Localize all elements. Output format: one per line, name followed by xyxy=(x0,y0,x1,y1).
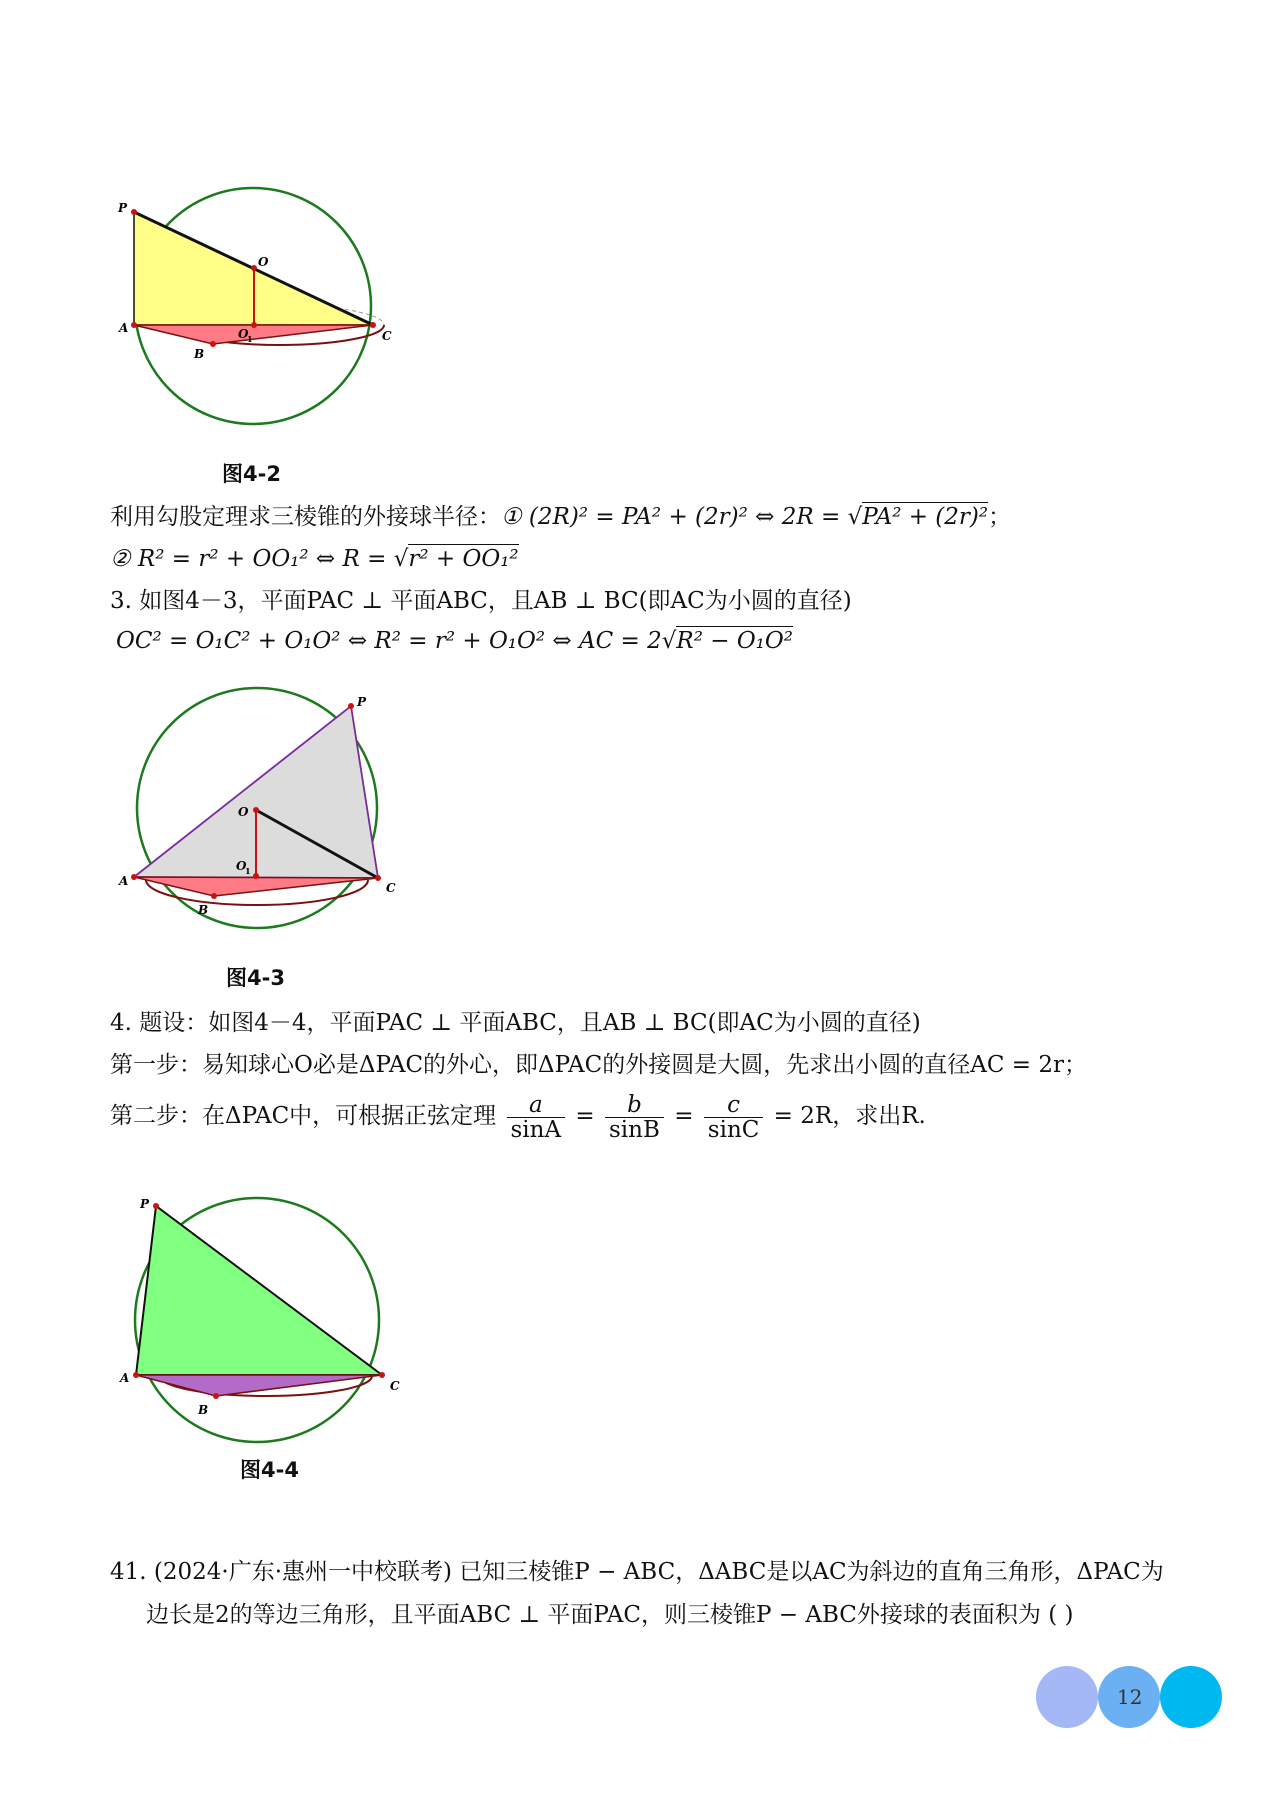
frac-b-den: sinB xyxy=(609,1116,660,1143)
frac-a-num: a xyxy=(507,1093,566,1118)
figure-4-2 xyxy=(110,170,410,460)
question-41-line-1: 41. (2024·广东·惠州一中校联考) 已知三棱锥P − ABC，ΔABC是以AC为斜边的直角三角形，ΔPAC为 xyxy=(110,1559,1164,1585)
label-o: O xyxy=(238,805,249,819)
label-c: C xyxy=(386,881,396,895)
step-2-prefix: 第二步：在ΔPAC中，可根据正弦定理 xyxy=(110,1103,497,1129)
fraction-a xyxy=(507,1093,566,1142)
label-o1-sub: 1 xyxy=(245,866,251,876)
item-3-formula: OC² = O₁C² + O₁O² ⇔ R² = r² + O₁O² ⇔ AC = 2√R² − O₁O² xyxy=(116,628,793,654)
pythag-formula-2: ② R² = r² + OO₁² ⇔ R = xyxy=(110,546,394,572)
pythag-sqrt-2: r² + OO₁² xyxy=(408,546,519,572)
step-2-suffix: = 2R，求出R. xyxy=(773,1103,926,1129)
pythag-line-2: ② R² = r² + OO₁² ⇔ R = √r² + OO₁² xyxy=(110,546,519,572)
figure-4-3 xyxy=(110,670,420,970)
pythag-line-1: 利用勾股定理求三棱锥的外接球半径：① (2R)² = PA² + (2r)² ⇔ 2R = √PA² + (2r)²； xyxy=(110,504,1012,530)
item-4: 4. 题设：如图4－4，平面PAC ⊥ 平面ABC，且AB ⊥ BC(即AC为小圆的直径) xyxy=(110,1010,921,1036)
step-2 xyxy=(110,1088,926,1144)
semicolon: ； xyxy=(988,504,1012,530)
equals-1: = xyxy=(575,1103,595,1129)
figure-4-4-caption: 图4-4 xyxy=(240,1458,299,1482)
label-a: A xyxy=(119,874,129,888)
fraction-c xyxy=(704,1093,764,1142)
item-3-sqrt: R² − O₁O² xyxy=(676,628,793,654)
label-a: A xyxy=(119,321,129,335)
page-badge-right-circle xyxy=(1160,1666,1222,1728)
frac-a-den: sinA xyxy=(510,1116,562,1143)
label-a: A xyxy=(120,1371,130,1385)
figure-4-2-caption: 图4-2 xyxy=(222,462,281,486)
pythag-intro: 利用勾股定理求三棱锥的外接球半径： xyxy=(110,504,501,530)
equals-2: = xyxy=(674,1103,694,1129)
figure-4-3-caption: 图4-3 xyxy=(226,966,285,990)
label-p: P xyxy=(357,695,367,709)
pythag-formula-1: ① (2R)² = PA² + (2r)² ⇔ 2R = xyxy=(501,504,848,530)
pythag-sqrt-1: PA² + (2r)² xyxy=(862,504,989,530)
frac-c-den: sinC xyxy=(707,1116,760,1143)
item-3-formula-text: OC² = O₁C² + O₁O² ⇔ R² = r² + O₁O² ⇔ AC = 2 xyxy=(116,628,662,654)
label-c: C xyxy=(382,329,392,343)
frac-c-num: c xyxy=(704,1093,764,1118)
label-b: B xyxy=(194,347,205,361)
label-o: O xyxy=(258,255,269,269)
label-c: C xyxy=(390,1379,400,1393)
label-p: P xyxy=(118,201,128,215)
question-41-line-2: 边长是2的等边三角形，且平面ABC ⊥ 平面PAC，则三棱锥P − ABC外接球的表面积为 ( ) xyxy=(146,1602,1074,1628)
item-3: 3. 如图4－3，平面PAC ⊥ 平面ABC，且AB ⊥ BC(即AC为小圆的直径) xyxy=(110,588,852,614)
figure-4-4 xyxy=(110,1160,420,1460)
label-p: P xyxy=(140,1197,150,1211)
label-o1: O xyxy=(238,327,249,341)
label-b: B xyxy=(198,903,209,917)
label-b: B xyxy=(198,1403,209,1417)
frac-b-num: b xyxy=(605,1093,664,1118)
page-number: 12 xyxy=(1117,1685,1143,1709)
step-1: 第一步：易知球心O必是ΔPAC的外心，即ΔPAC的外接圆是大圆，先求出小圆的直径AC = 2r； xyxy=(110,1052,1087,1078)
label-o1: O xyxy=(236,859,247,873)
fraction-b xyxy=(605,1093,664,1142)
page-badge-left-circle xyxy=(1036,1666,1098,1728)
label-o1-sub: 1 xyxy=(247,334,253,344)
